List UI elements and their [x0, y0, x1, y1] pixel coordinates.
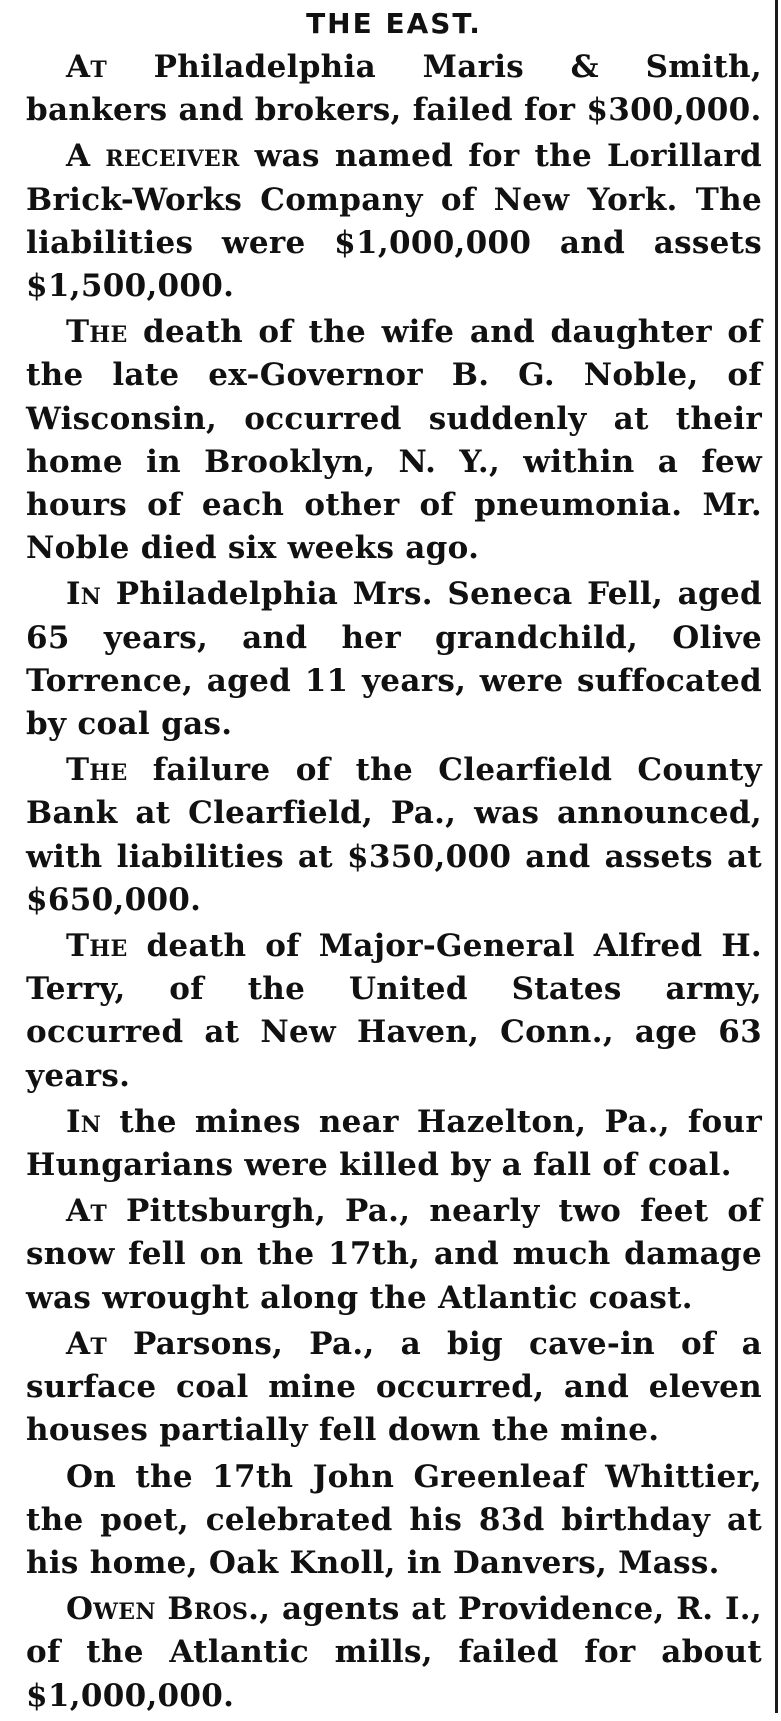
item-lead: Owen Bros. — [66, 1591, 260, 1628]
news-item — [26, 1190, 762, 1320]
news-item — [26, 1588, 762, 1718]
item-text: death of Major-General Alfred H. Terry, of the United States army, occurred at New Haven, Conn., age 63 years. — [26, 928, 762, 1094]
item-lead: The — [66, 928, 128, 965]
item-lead: At — [66, 49, 108, 85]
item-text: Philadelphia Maris & Smith, bankers and brokers, failed for $300,000. — [26, 49, 762, 129]
item-text: death of the wife and daughter of the late ex-Governor B. G. Noble, of Wisconsin, occurred suddenly at their home in Brooklyn, N. Y., within a few hours of each other of pneumonia. Mr. Noble died six weeks ago. — [26, 314, 762, 567]
item-lead: The — [66, 314, 128, 351]
section-headline: THE EAST. — [306, 7, 482, 40]
item-lead: In — [66, 576, 102, 613]
news-item — [26, 311, 762, 570]
news-item — [26, 1323, 762, 1453]
news-column — [26, 4, 762, 1721]
news-item — [26, 573, 762, 746]
item-text: Parsons, Pa., a big cave-in of a surface coal mine occurred, and eleven houses partially fell down the mine. — [26, 1325, 762, 1449]
news-item — [26, 1101, 762, 1187]
news-item — [26, 135, 762, 308]
news-item — [26, 925, 762, 1098]
item-lead: At — [66, 1325, 108, 1362]
item-lead: The — [66, 752, 128, 789]
item-lead: A receiver — [66, 138, 240, 175]
item-text: , agents at Providence, R. I., of the Atlantic mills, failed for about $1,000,000. — [26, 1591, 762, 1714]
item-text: Philadelphia Mrs. Seneca Fell, aged 65 years, and her grandchild, Olive Torrence, aged 11 years, were suffocated by coal gas. — [26, 576, 762, 743]
column-rule — [775, 0, 778, 1713]
item-text: was named for the Lorillard Brick-Works Company of New York. The liabilities were $1,000,000 and assets $1,500,000. — [26, 138, 762, 305]
item-text: the mines near Hazelton, Pa., four Hungarians were killed by a fall of coal. — [26, 1103, 762, 1184]
news-item — [26, 46, 762, 132]
item-text: failure of the Clearfield County Bank at Clearfield, Pa., was announced, with liabilities at $350,000 and assets at $650,000. — [26, 752, 762, 918]
item-lead: At — [66, 1193, 108, 1230]
news-item — [26, 749, 762, 922]
news-item — [26, 1456, 762, 1586]
item-lead: In — [66, 1103, 102, 1140]
item-text: On the 17th John Greenleaf Whittier, the poet, celebrated his 83d birthday at his home, Oak Knoll, in Danvers, Mass. — [26, 1458, 762, 1581]
item-text: Pittsburgh, Pa., nearly two feet of snow fell on the 17th, and much damage was wrought along the Atlantic coast. — [26, 1193, 762, 1316]
